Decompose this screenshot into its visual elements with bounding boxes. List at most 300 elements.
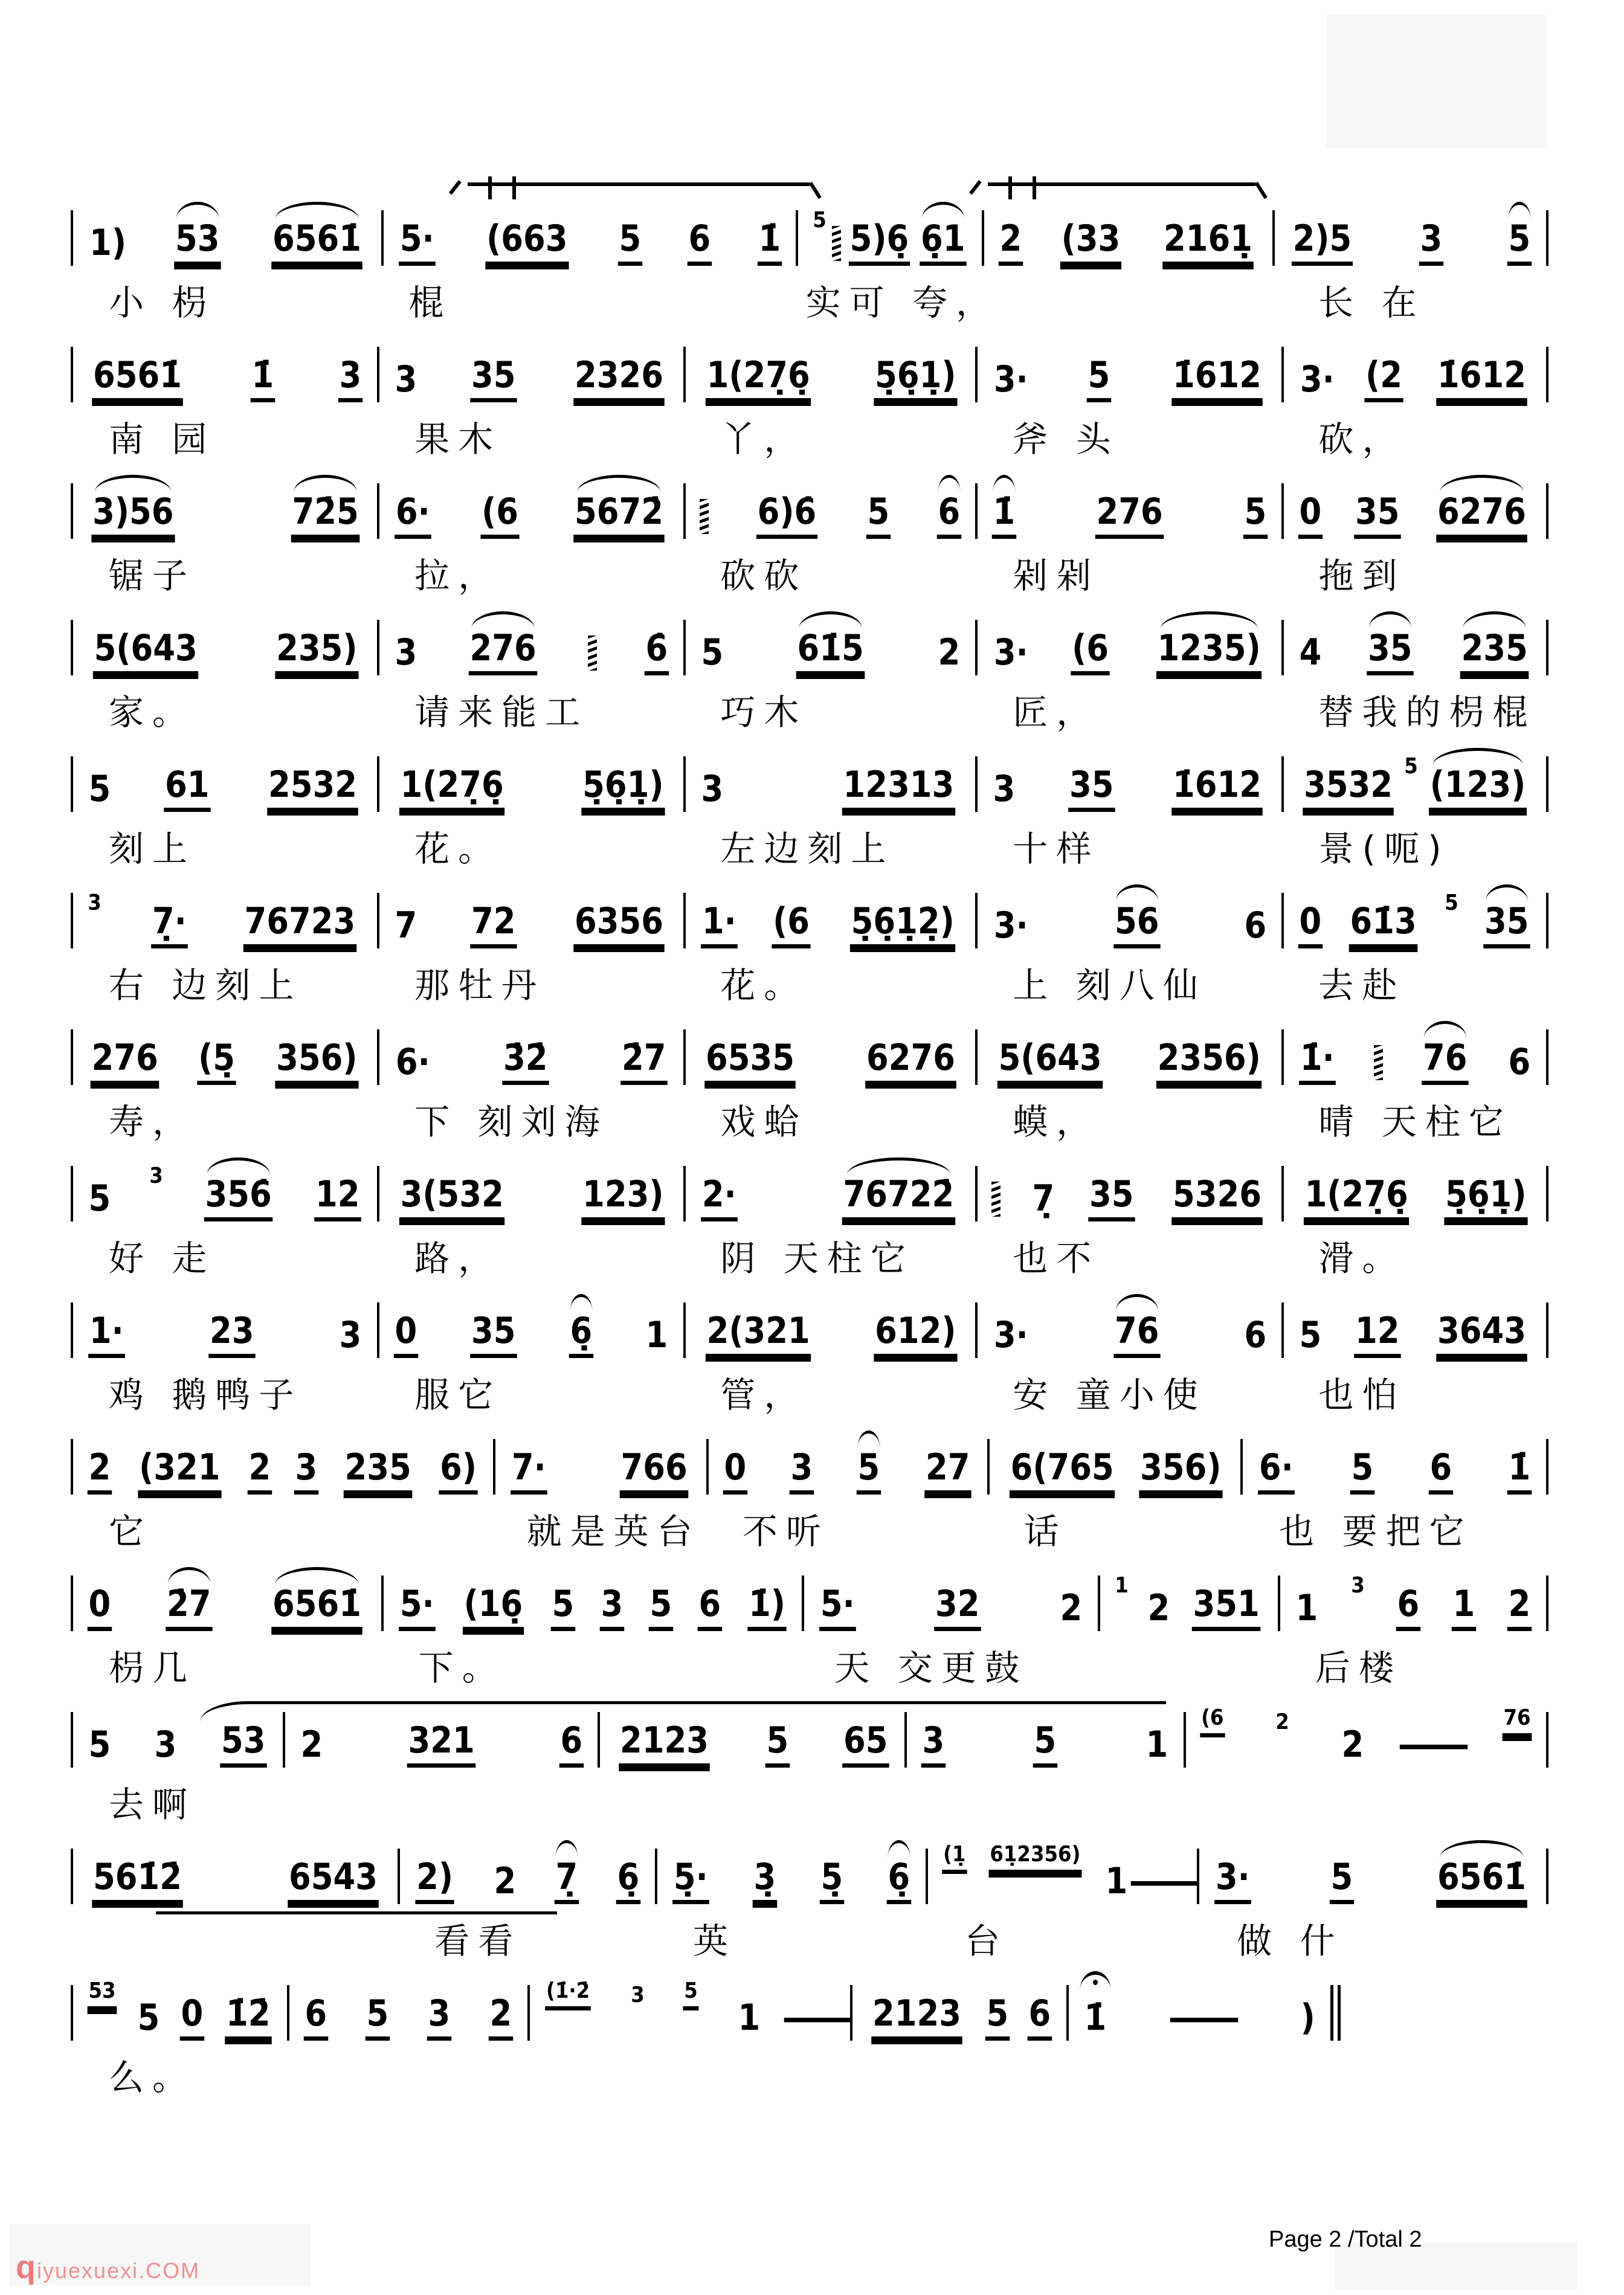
note-token: 5 [88,1177,111,1220]
barline [683,756,686,812]
note-token: 7̣ [1032,1177,1055,1220]
barline [987,1439,990,1495]
measure [384,493,679,539]
note-token: 235 [1460,629,1529,675]
measure [77,217,377,266]
note-token: 2123 [619,1722,710,1768]
measure [77,1446,489,1495]
lyric-cell: 鸡 鹅鸭子 [109,1374,303,1415]
barline [71,1166,73,1222]
barline [982,210,984,266]
measure [988,217,1268,266]
notes-row [66,454,1553,539]
note-token: 2 [1147,1587,1170,1629]
measure [1288,754,1542,812]
lyric-cell: 晴 天柱它 [1318,1101,1512,1142]
lyric-cell: 蟆， [1013,1101,1100,1142]
grace-note-token: 3 [88,890,102,916]
note-token: 276 [469,629,538,675]
measure [77,1978,283,2041]
measure [802,208,978,266]
lyric-cell: 不听 [742,1511,830,1552]
note-token: 6 [1396,1585,1420,1631]
lyric-cell: 台 [965,1920,1009,1962]
note-token: 1̇) [747,1585,786,1631]
lyric-cell: 拉， [414,555,502,596]
note-token: 3 [993,768,1016,810]
note-token: 3· [1214,1858,1251,1904]
note-token: 1 [1105,1860,1127,1902]
lyric-cell: 好 走 [109,1238,216,1279]
score-line [66,318,1553,460]
note-token: 1̇ [1507,1449,1532,1495]
note-token: 35 [1484,903,1530,948]
note-token: 1̇ [757,220,781,266]
note-token: — [1395,1724,1472,1766]
percussion-bracket-ornament-icon [988,182,1255,210]
note-token: 12 [1354,1312,1400,1358]
barline [377,1029,379,1085]
barline [683,347,686,402]
note-token: 12313 [842,766,955,812]
notes-row [66,1410,1553,1495]
barline [1546,1849,1548,1904]
measure [384,1173,679,1222]
lyric-cell: 它 [109,1511,153,1552]
measure [77,890,373,948]
note-token: 61̇3 [1349,903,1418,948]
measure [982,900,1277,948]
note-token: 27 [924,1449,971,1495]
lyric-cell: 么。 [109,2057,196,2098]
measure [713,1446,983,1495]
measure [1288,1312,1542,1358]
barline [71,1712,73,1768]
barline [1546,483,1548,539]
barline [1281,483,1284,539]
barline [706,1439,709,1495]
measure [1073,1999,1326,2041]
barline [975,620,978,675]
measure [77,1039,373,1085]
note-token: 6 [1429,1449,1453,1495]
note-token: 76 [1113,1312,1160,1358]
barline [71,347,73,402]
note-token: 276 [91,1039,160,1085]
measure [690,356,971,402]
note-token: 2 [1060,1587,1083,1629]
measure [500,1446,701,1495]
note-token: 2(321 [706,1312,811,1358]
note-token: 561̇2̇ [92,1858,182,1904]
lyric-cell: 南 园 [109,419,216,460]
barline [1098,1576,1100,1631]
note-token: 7̣ [555,1858,579,1904]
note-token: 2 [999,220,1023,266]
lyric-cell: 就是英台 [526,1511,701,1552]
measure [1204,1858,1542,1904]
lyric-cell: 枴几 [109,1647,196,1688]
note-token: 2 [494,1860,516,1902]
lyric-cell [924,1768,1193,1820]
lyric-cell: 请来能工 [414,692,589,733]
note-token: 3 [338,356,362,402]
note-token: 0 [1298,903,1323,948]
barline [71,1439,73,1495]
barline [527,1985,530,2041]
lyric-cell: 长 在 [1318,282,1425,323]
lyric-cell: 上 刻八仙 [1013,965,1207,1006]
measure [534,1978,856,2041]
grace-note-token: 5 [1445,890,1458,916]
note-token: 351 [1192,1585,1261,1631]
note-token: 76722̇ [842,1176,955,1222]
note-token: 5 [866,493,891,539]
lyric-cell [306,2041,536,2093]
score-line [66,727,1553,869]
barline [71,210,73,266]
barline [1281,1302,1284,1358]
lyric-cell: 也 要把它 [1279,1511,1473,1552]
note-token: 5̣6̣1̣) [874,356,957,402]
measure [662,1858,922,1904]
note-token: 5 [1507,220,1532,266]
barline [1546,893,1548,948]
score-line [66,1137,1553,1279]
note-token: 76723 [243,903,356,948]
note-token: — [779,1997,856,2039]
long-tie-icon [200,1701,1166,1725]
note-token: 5̣· [672,1858,709,1904]
barline [683,483,686,539]
lyric-cell [1016,266,1287,318]
note-token: 612) [874,1312,957,1358]
note-token: 56 [1113,903,1160,948]
measure [384,1039,679,1085]
note-token: 1 [645,1314,668,1356]
lyric-cell: 路， [414,1238,502,1279]
note-token: 6276 [1436,493,1527,539]
lyric-cell: 锯子 [109,555,196,596]
grace-note-token: 5 [1404,754,1418,779]
barline [926,1849,928,1904]
measure [808,1585,1094,1631]
note-token: 2 [300,1724,323,1766]
note-token: 1̇ [992,493,1016,539]
note-token: 5 [366,1995,390,2041]
note-token: (2 [1365,356,1403,402]
lyric-cell: 砍， [1318,419,1406,460]
measure [690,1039,971,1085]
note-token: 5 [856,1449,880,1495]
lyric-cell [1092,2041,1345,2093]
measure [1279,217,1542,266]
note-token: 6535 [704,1039,795,1085]
measure [77,1585,377,1631]
measure [982,1039,1277,1085]
note-token: 12 [315,1176,361,1222]
lyric-cell [303,1768,607,1820]
note-token: 3532 [1303,766,1394,812]
note-token: 3 [294,1449,318,1495]
measure [1288,1039,1542,1085]
note-token: 2326 [573,356,664,402]
measure [690,629,971,675]
barline [493,1439,495,1495]
note-token: 5)6̣ [849,220,910,266]
measure [289,1719,594,1768]
note-token: 235 [344,1449,413,1495]
barline [71,1985,73,2041]
lyrics-row [66,812,1553,869]
notes-row [66,591,1553,675]
barline [71,620,73,675]
grace-note-token: (1̣ [942,1843,967,1874]
note-token: 6561̇ [1436,1858,1527,1904]
note-token: 6561̇ [271,1585,362,1631]
note-token: 0 [88,1585,112,1631]
barline [1272,210,1275,266]
note-token: 5 [649,1585,673,1631]
lyric-cell: 下。 [418,1647,506,1688]
note-token: 3· [994,358,1029,401]
note-token: 1̇ [1083,1999,1107,2041]
grace-note-token: (1̇·2̇ [545,1980,591,2010]
note-token: 5· [819,1585,856,1631]
note-token: 1(27̣6̣ [399,766,505,812]
measure [384,629,679,675]
measure [690,1312,971,1358]
note-token: 1 [1295,1587,1318,1629]
note-token: 2̇7 [620,1039,667,1085]
note-token: 5 [137,1997,160,2039]
note-token: 72̇5 [291,493,359,539]
barline [398,1849,400,1904]
note-token: 1) [89,222,127,264]
notes-row [66,1820,1553,1904]
measure [77,1719,279,1768]
notes-row [66,727,1553,812]
note-token: 3· [994,904,1029,947]
lyrics-row [66,266,1553,323]
note-token: 1̇612 [1172,356,1263,402]
note-token: 6 [559,1722,583,1768]
lyric-cell [1204,1768,1553,1820]
lyrics-row [66,539,1553,596]
barline [1281,620,1284,675]
barline [381,210,384,266]
note-token: 3 [921,1722,946,1768]
lyric-cell: 斧 头 [1013,419,1120,460]
note-token: 5 [1087,356,1111,402]
note-token: 3 [600,1585,624,1631]
note-token: 2532 [267,766,358,812]
measure [384,766,679,812]
lyrics-row [66,1495,1553,1552]
measure [77,1858,393,1904]
lyric-cell: 花。 [414,828,502,869]
barline [683,1166,686,1222]
measure [1284,1573,1542,1631]
barline [1281,756,1284,812]
note-token: 6 [697,1585,721,1631]
note-token: (6 [1071,629,1110,675]
score-line [66,454,1553,596]
note-token: 123) [581,1176,665,1222]
note-token: 6 [1028,1995,1052,2041]
lyric-cell: 话 [1023,1511,1068,1552]
note-token: 3· [1300,358,1335,401]
final-double-barline [1330,1985,1341,2041]
note-token: (123) [1429,766,1527,812]
barline [381,1576,384,1631]
barline [377,347,379,402]
note-token: 6276 [866,1039,956,1085]
note-token: 5 [1330,1858,1354,1904]
barline [1546,1029,1548,1085]
measure [911,1719,1179,1768]
note-token: 5 [551,1585,575,1631]
barline [1546,620,1548,675]
lyric-cell: 拖到 [1318,555,1406,596]
note-token: 0 [394,1312,418,1358]
grace-note-token: (6 [1200,1707,1225,1737]
note-token: 4 [1299,631,1322,674]
watermark-patch-top-right [1326,15,1547,148]
note-token: 3̇2̇ [502,1039,549,1085]
note-token: 7· [511,1449,547,1495]
lyric-extension-line [156,1911,557,1914]
barline [796,210,798,266]
lyrics-row [66,675,1553,733]
lyric-cell: 戏蛤 [720,1101,808,1142]
note-token: 5(643 [997,1039,1103,1085]
score-line [66,1410,1553,1552]
note-token: 3 [339,1314,362,1356]
note-token: 3 [427,1995,451,2041]
note-token: 356) [276,1039,359,1085]
note-token: 35 [471,1312,517,1358]
barline [71,1576,73,1631]
lyric-cell: 果木 [414,419,502,460]
note-token: 53 [174,220,221,266]
barline [975,1029,978,1085]
lyric-cell: 去啊 [109,1784,196,1825]
note-token: 3 [1419,220,1443,266]
lyrics-row [66,1631,1553,1688]
barline [1184,1712,1186,1768]
lyrics-row [66,1085,1553,1142]
grace-note-token: 53 [88,1980,117,2010]
barline [975,756,978,812]
notes-row [66,1273,1553,1358]
lyric-cell: 小 枴 [109,282,216,323]
note-token: 5̣6̣1̣) [1445,1176,1528,1222]
lyric-cell: 巧木 [720,692,808,733]
note-token: 6 [1244,1314,1266,1356]
note-token: 1̇2̇ [225,1995,271,2041]
note-token: 5· [399,220,435,266]
lyric-cell: 做 什 [1237,1920,1344,1962]
note-token: 5· [399,1585,435,1631]
notes-row [66,864,1553,948]
note-token: 5 [1350,1449,1374,1495]
note-token: 1̇ [251,356,275,402]
measure [388,217,792,266]
note-token: 2· [701,1176,737,1222]
note-token: 7 [395,904,417,947]
barline [71,1302,73,1358]
barline [1546,347,1548,402]
barline [802,1576,804,1631]
lyric-cell: 也不 [1013,1238,1100,1279]
lyric-cell: 刻上 [109,828,196,869]
note-token: 3 [395,358,417,401]
note-token: 1 [738,1997,761,2039]
note-token: 3(532 [399,1176,505,1222]
measure [1288,356,1542,402]
barline [377,893,379,948]
note-token: 5 [985,1995,1009,2041]
measure [982,493,1277,539]
note-token: 61̇5 [796,629,865,675]
barline [1546,1712,1548,1768]
notes-row [66,1000,1553,1085]
note-token: 6 [936,493,961,539]
note-token: 6 [688,220,712,266]
grace-note-token: 3 [1350,1573,1365,1598]
note-token: — [1165,1997,1242,2039]
note-token: 5 [701,631,723,674]
note-token: 6561̇ [271,220,362,266]
lyric-cell: 滑。 [1318,1238,1406,1279]
lyric-cell: 去赴 [1318,965,1406,1006]
measure [1104,1573,1274,1631]
lyric-cell [617,1768,913,1820]
note-token: 6̣ [887,1858,911,1904]
grace-note-token: 61̣2356) [989,1843,1082,1874]
note-token: 2123 [871,1995,962,2041]
score-line [66,591,1553,733]
measure [77,356,373,402]
note-token: 3 [790,1449,814,1495]
note-token: 65 [842,1722,889,1768]
note-token: 6)6̇ [756,493,817,539]
notes-row [66,1956,1345,2041]
note-token: 2)5 [1292,220,1353,266]
note-token: 61 [164,766,210,812]
barline [975,893,978,948]
note-token: 23 [208,1312,255,1358]
grace-note-token: 3 [631,1983,645,2008]
barline [655,1849,657,1904]
note-token: (663 [485,220,569,266]
glissando-wavy-icon [1374,1045,1383,1080]
note-token: 35 [470,356,517,402]
lyric-cell: 十样 [1013,828,1100,869]
note-token: 2 [1507,1585,1532,1631]
lyric-cell: 天 交更鼓 [834,1647,1028,1688]
note-token: 53 [221,1722,267,1768]
measure [982,629,1277,675]
measure [690,1173,971,1222]
barline [71,483,73,539]
note-token: 35 [1088,1176,1135,1222]
lyrics-row [66,1222,1553,1279]
note-token: 7̣· [151,903,187,948]
measure [384,356,679,402]
lyric-cell: 实可 夸， [805,282,1000,323]
